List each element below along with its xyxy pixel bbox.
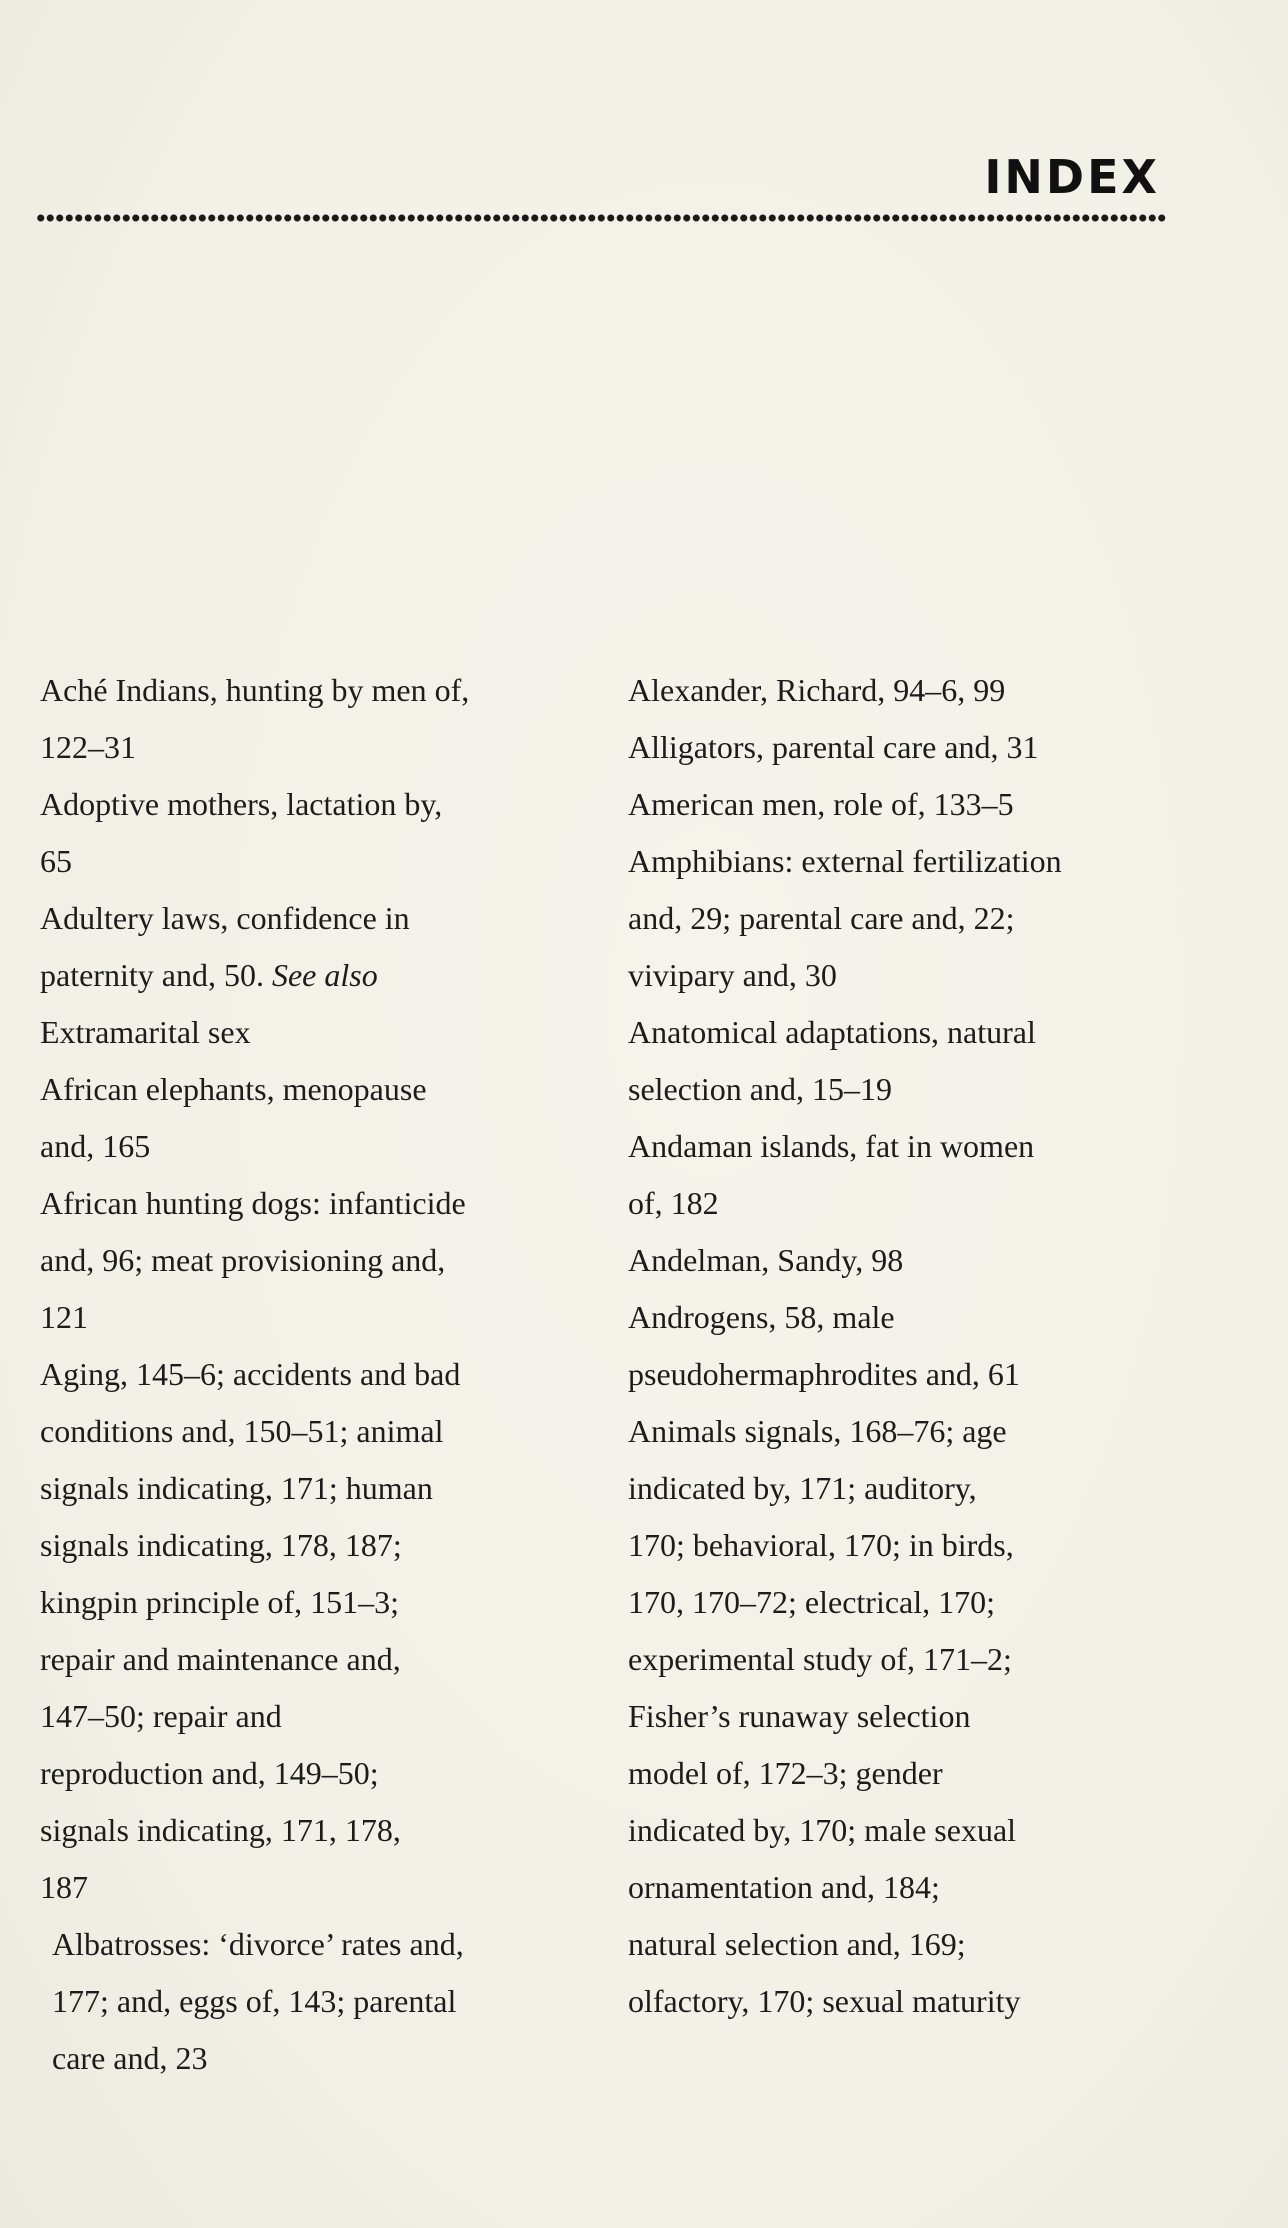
entry-line: Adoptive mothers, lactation by, bbox=[40, 786, 443, 822]
entry-line: of, 182 bbox=[628, 1185, 719, 1221]
entry-line: 122–31 bbox=[40, 729, 136, 765]
index-entry bbox=[628, 833, 1188, 1004]
entry-line: natural selection and, 169; bbox=[628, 1926, 966, 1962]
index-entry bbox=[40, 1061, 600, 1175]
entry-line: Andaman islands, fat in women bbox=[628, 1128, 1035, 1164]
entry-line: pseudohermaphrodites and, 61 bbox=[628, 1356, 1020, 1392]
entry-line: selection and, 15–19 bbox=[628, 1071, 892, 1107]
entry-line: conditions and, 150–51; animal bbox=[40, 1413, 444, 1449]
index-entry bbox=[628, 1232, 1188, 1289]
entry-line: indicated by, 170; male sexual bbox=[628, 1812, 1017, 1848]
index-entry bbox=[628, 1118, 1188, 1232]
entry-line: 177; and, eggs of, 143; parental bbox=[52, 1983, 457, 2019]
entry-line: kingpin principle of, 151–3; bbox=[40, 1584, 400, 1620]
entry-line: reproduction and, 149–50; bbox=[40, 1755, 379, 1791]
entry-line: and, 165 bbox=[40, 1128, 151, 1164]
index-entry bbox=[40, 1175, 600, 1346]
entry-line: Andelman, Sandy, 98 bbox=[628, 1242, 904, 1278]
entry-line: 65 bbox=[40, 843, 72, 879]
entry-line: signals indicating, 171; human bbox=[40, 1470, 433, 1506]
entry-line: Adultery laws, confidence in bbox=[40, 900, 410, 936]
index-column-right bbox=[628, 662, 1188, 2030]
index-entry bbox=[628, 776, 1188, 833]
index-entry bbox=[628, 662, 1188, 719]
index-entry bbox=[40, 662, 600, 776]
entry-line: Androgens, 58, male bbox=[628, 1299, 895, 1335]
entry-line: American men, role of, 133–5 bbox=[628, 786, 1014, 822]
entry-line: vivipary and, 30 bbox=[628, 957, 837, 993]
entry-line: Albatrosses: ‘divorce’ rates and, bbox=[52, 1926, 464, 1962]
entry-text: paternity and, 50. bbox=[40, 957, 272, 993]
entry-line: ornamentation and, 184; bbox=[628, 1869, 940, 1905]
entry-line: and, 96; meat provisioning and, bbox=[40, 1242, 446, 1278]
index-column-left bbox=[40, 662, 600, 2087]
entry-line: 170; behavioral, 170; in birds, bbox=[628, 1527, 1014, 1563]
page-title: INDEX bbox=[984, 150, 1160, 204]
entry-line: and, 29; parental care and, 22; bbox=[628, 900, 1015, 936]
index-entry bbox=[40, 776, 600, 890]
entry-line: 147–50; repair and bbox=[40, 1698, 282, 1734]
entry-line: 121 bbox=[40, 1299, 88, 1335]
entry-line-with-cross-ref bbox=[40, 947, 600, 1004]
entry-line: Aging, 145–6; accidents and bad bbox=[40, 1356, 461, 1392]
entry-line: 170, 170–72; electrical, 170; bbox=[628, 1584, 996, 1620]
entry-line: Anatomical adaptations, natural bbox=[628, 1014, 1036, 1050]
entry-line: olfactory, 170; sexual maturity bbox=[628, 1983, 1021, 2019]
dotted-divider bbox=[36, 212, 1166, 224]
entry-line: Alexander, Richard, 94–6, 99 bbox=[628, 672, 1006, 708]
entry-line: Extramarital sex bbox=[40, 1014, 251, 1050]
index-entry bbox=[628, 1403, 1188, 2030]
entry-line: experimental study of, 171–2; bbox=[628, 1641, 1012, 1677]
entry-line: indicated by, 171; auditory, bbox=[628, 1470, 977, 1506]
index-entry bbox=[628, 719, 1188, 776]
entry-line: Fisher’s runaway selection bbox=[628, 1698, 971, 1734]
entry-line: signals indicating, 178, 187; bbox=[40, 1527, 402, 1563]
entry-line: 187 bbox=[40, 1869, 88, 1905]
entry-line: Aché Indians, hunting by men of, bbox=[40, 672, 470, 708]
entry-line: repair and maintenance and, bbox=[40, 1641, 401, 1677]
entry-line: signals indicating, 171, 178, bbox=[40, 1812, 401, 1848]
entry-line: model of, 172–3; gender bbox=[628, 1755, 943, 1791]
index-entry bbox=[40, 1346, 600, 1916]
index-entry bbox=[40, 890, 600, 1061]
entry-line: African hunting dogs: infanticide bbox=[40, 1185, 466, 1221]
index-entry bbox=[40, 1916, 600, 2087]
entry-line: Alligators, parental care and, 31 bbox=[628, 729, 1039, 765]
entry-line: African elephants, menopause bbox=[40, 1071, 427, 1107]
index-entry bbox=[628, 1004, 1188, 1118]
see-also-reference: See also bbox=[271, 957, 378, 993]
entry-line: Amphibians: external fertilization bbox=[628, 843, 1062, 879]
entry-line: care and, 23 bbox=[52, 2040, 208, 2076]
entry-line: Animals signals, 168–76; age bbox=[628, 1413, 1007, 1449]
index-entry bbox=[628, 1289, 1188, 1403]
